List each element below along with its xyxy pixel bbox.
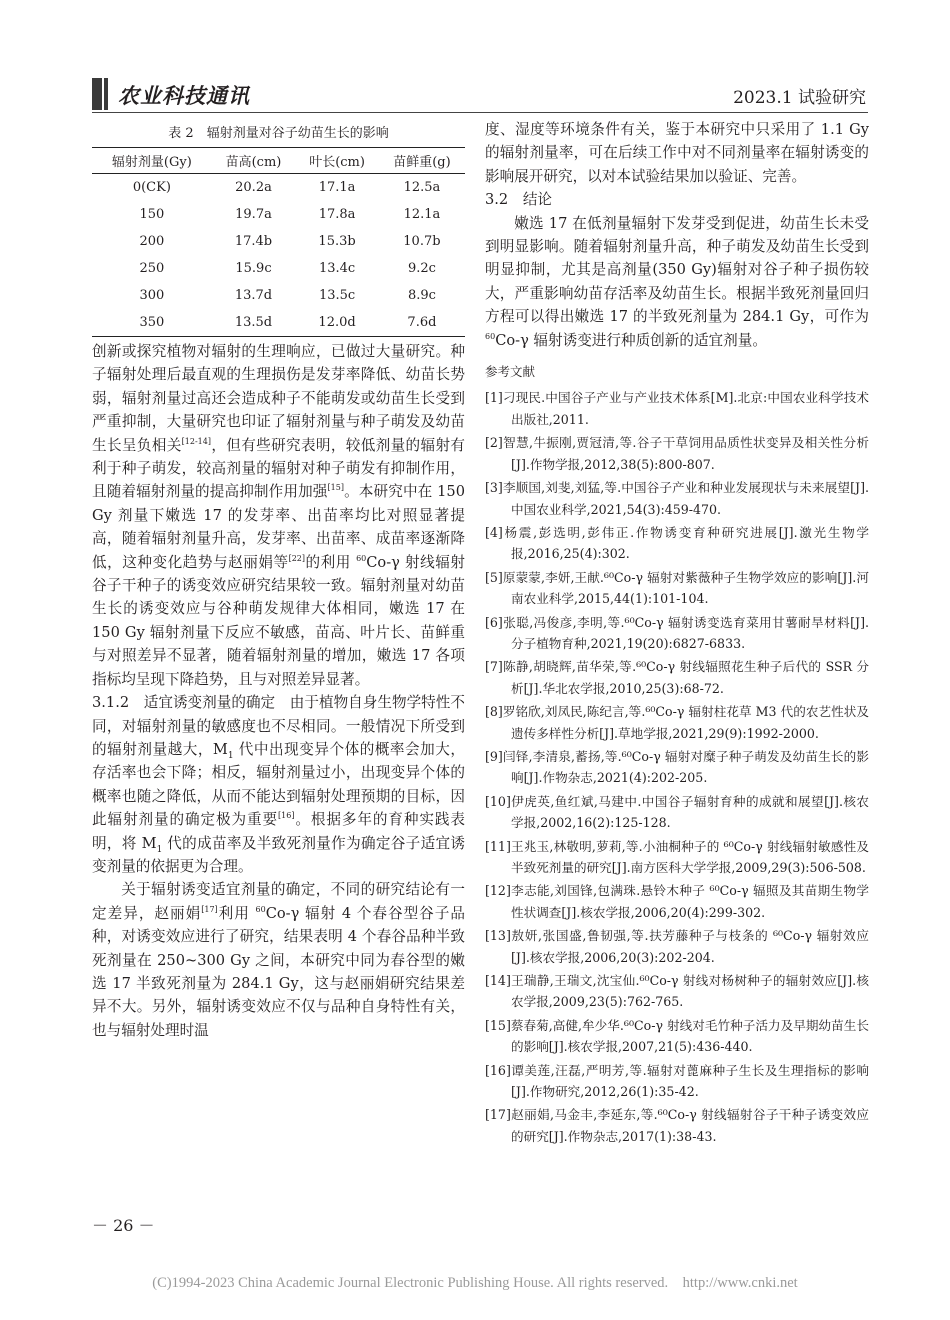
citation: [16] (278, 811, 295, 821)
table-cell: 9.2c (407, 261, 436, 276)
citation: [12-14] (181, 436, 211, 446)
isotope-superscript: 60 (356, 553, 367, 563)
table-cell: 7.6d (379, 309, 465, 337)
table-cell: 15.3b (318, 234, 356, 249)
table-caption: 表 2 辐射剂量对谷子幼苗生长的影响 (168, 126, 389, 141)
table-cell: 12.0d (295, 309, 379, 337)
header-bar-decoration (92, 78, 102, 110)
references-title: 参考文献 (485, 364, 536, 380)
table-cell: 13.4c (318, 261, 356, 276)
reference-item: [5]原蒙蒙,李妍,王献.⁶⁰Co-γ 辐射对紫薇种子生物学效应的影响[J].河南农业科学,2015,44(1):101-104. (485, 569, 869, 607)
reference-item: [13]敖妍,张国盛,鲁韧强,等.扶芳藤种子与枝条的 ⁶⁰Co-γ 辐射效应[J].核农学报,2006,20(3):202-204. (485, 928, 869, 965)
table-cell: 17.8a (318, 207, 356, 222)
dose-growth-table (92, 147, 465, 337)
paragraph: 度、湿度等环境条件有关，鉴于本研究中只采用了 1.1 Gy 的辐射剂量率，可在后续工作中对不同剂量率在辐射诱变的影响展开研究，以对本试验结果加以验证、完善。 (485, 121, 869, 185)
table-header-height: 苗高(cm) (212, 148, 296, 174)
journal-title: 农业科技通讯 (118, 83, 250, 108)
table-cell: 8.9c (407, 288, 436, 303)
reference-item: [7]陈静,胡晓辉,苗华荣,等.⁶⁰Co-γ 射线辐照花生种子后代的 SSR 分析[J].华北农学报,2010,25(3):68-72. (485, 659, 869, 696)
header-rule (92, 112, 868, 113)
table-header-leaf: 叶长(cm) (295, 148, 379, 174)
table-cell: 200 (139, 234, 165, 249)
reference-item: [9]闫铎,李清泉,蓄扬,等.⁶⁰Co-γ 辐射对糜子种子萌发及幼苗生长的影响[J].作物杂志,2021(4):202-205. (485, 748, 869, 786)
left-column (92, 340, 465, 1042)
section-title: 结论 (522, 191, 553, 209)
issue-label: 2023.1 试验研究 (733, 88, 866, 108)
copyright-footer: (C)1994-2023 China Academic Journal Electronic Publishing House. All rights reserved. http://www.cnki.net (152, 1275, 798, 1291)
table-cell: 150 (139, 207, 165, 222)
table-row (92, 228, 465, 255)
table-row (92, 309, 465, 337)
table-cell: 350 (92, 309, 212, 337)
reference-item: [17]赵丽娟,马金丰,李延东,等.⁶⁰Co-γ 射线辐射谷子干种子诱变效应的研究[J].作物杂志,2017(1):38-43. (485, 1107, 869, 1144)
table-cell: 250 (139, 261, 165, 276)
table-row (92, 201, 465, 228)
citation: [17] (201, 904, 218, 914)
table-cell: 15.9c (235, 261, 272, 276)
reference-item: [3]李顺国,刘斐,刘猛,等.中国谷子产业和种业发展现状与未来展望[J].中国农业科学,2021,54(3):459-470. (485, 480, 869, 517)
reference-item: [12]李志能,刘国锋,包满珠.悬铃木种子 ⁶⁰Co-γ 辐照及其苗期生物学性状调查[J].核农学报,2006,20(4):299-302. (485, 883, 869, 920)
citation: [15] (327, 483, 344, 493)
reference-item: [1]刁现民.中国谷子产业与产业技术体系[M].北京:中国农业科学技术出版社,2011. (485, 390, 869, 427)
table-header-weight: 苗鲜重(g) (379, 148, 465, 174)
table-cell: 13.7d (234, 288, 273, 303)
table-cell: 17.1a (318, 180, 356, 195)
table-cell: 17.4b (234, 234, 273, 249)
table-header-dose: 辐射剂量(Gy) (92, 148, 212, 174)
section-3-2-heading (485, 188, 869, 211)
table-row (92, 255, 465, 282)
reference-item: [11]王兆玉,林敬明,萝莉,等.小油桐种子的 ⁶⁰Co-γ 射线辐射敏感性及半致死剂量的研究[J].南方医科大学学报,2009,29(3):506-508. (485, 838, 869, 875)
table-row (92, 174, 465, 202)
header-bar-decoration-thin (104, 78, 108, 110)
reference-item: [10]伊虎英,鱼红斌,马建中.中国谷子辐射育种的成就和展望[J].核农学报,2002,16(2):125-128. (485, 793, 869, 831)
table-cell: 300 (139, 288, 165, 303)
reference-item: [14]王瑞静,王瑞文,沈宝仙.⁶⁰Co-γ 射线对杨树种子的辐射效应[J].核农学报,2009,23(5):762-765. (485, 973, 869, 1010)
paragraph: 创新或探究植物对辐射的生理响应，已做过大量研究。种子辐射处理后最直观的生理损伤是发芽率降低、幼苗长势弱，辐射剂量过高还会造成种子不能萌发或幼苗生长受到严重抑制，大量研究也印证了辐射剂量与种子萌发及幼苗生长呈负相关[12-14]，但有些研究表明，较低剂量的辐射有利于种子萌发，较高剂量的辐射对种子萌发有抑制作用，且随着辐射剂量的提高抑制作用加强[15]。本研究中在 150 Gy 剂量下嫩选 17 的发芽率、出苗率均比对照显著提高，随着辐射剂量升高，发芽率、出苗率、成苗率逐渐降低，这种变化趋势与赵丽娟等[22]的利用 $^{60}$Co-γ 射线辐射谷子干种子的诱变效应研究结果较一致。辐射剂量对幼苗生长的诱变效应与谷种萌发规律大体相同，嫩选 17 在 150 Gy 辐射剂量下反应不敏感，苗高、叶片长、苗鲜重与对照差异不显著，随着辐射剂量的增加，嫩选 17 各项指标均呈现下降趋势，且与对照差异显著。 (92, 343, 465, 688)
page-number: － 26 － (92, 1216, 155, 1235)
citation: [22] (288, 553, 306, 563)
table-cell: 10.7b (403, 234, 441, 249)
right-column (485, 118, 869, 1147)
table-cell: 20.2a (235, 180, 272, 195)
references-list (485, 387, 869, 1147)
section-number: 3.2 (485, 191, 509, 209)
reference-item: [16]谭美莲,汪磊,严明芳,等.辐射对蓖麻种子生长及生理指标的影响[J].作物研究,2012,26(1):35-42. (485, 1062, 869, 1100)
section-3-1-2: 3.1.2 适宜诱变剂量的确定 由于植物自身生物学特性不同，对辐射剂量的敏感度也不尽相同。一般情况下所受到的辐射剂量越大，$M_1$ 代中出现变异个体的概率会加大，存活率也会下降；相反，辐射剂量过小，出现变异个体的概率也随之降低，从而不能达到辐射处理预期的目标，因此辐射剂量的确定极为重要[16]。根据多年的育种实践表明，将 $M_1$ 代的成苗率及半致死剂量作为确定谷子适宜诱变剂量的依据更为合理。 (92, 694, 465, 875)
paragraph: 关于辐射诱变适宜剂量的确定，不同的研究结论有一定差异，赵丽娟[17]利用 $^{60}$Co-γ 辐射 4 个春谷型谷子品种，对诱变效应进行了研究，结果表明 4 个春谷品种半致死剂量在 250~300 Gy 之间，本研究中同为春谷型的嫩选 17 半致死剂量为 284.1 Gy，这与赵丽娟研究结果差异不大。另外，辐射诱变效应不仅与品种自身特性有关，也与辐射处理时温 (92, 881, 465, 1039)
paragraph: 嫩选 17 在低剂量辐射下发芽受到促进，幼苗生长未受到明显影响。随着辐射剂量升高，种子萌发及幼苗生长受到明显抑制，尤其是高剂量(350 Gy)辐射对谷子种子损伤较大，严重影响幼苗存活率及幼苗生长。根据半致死剂量回归方程可以得出嫩选 17 的半致死剂量为 284.1 Gy，可作为 $^{60}$Co-γ 辐射诱变进行种质创新的适宜剂量。 (485, 214, 869, 349)
table-cell: 19.7a (235, 207, 272, 222)
reference-item: [15]蔡春菊,高健,牟少华.⁶⁰Co-γ 射线对毛竹种子活力及早期幼苗生长的影响[J].核农学报,2007,21(5):436-440. (485, 1017, 869, 1055)
reference-item: [4]杨震,彭选明,彭伟正.作物诱变育种研究进展[J].激光生物学报,2016,25(4):302. (485, 524, 869, 562)
table-cell: 12.1a (403, 207, 441, 222)
reference-item: [2]智慧,牛振刚,贾冠清,等.谷子干草饲用品质性状变异及相关性分析[J].作物学报,2012,38(5):800-807. (485, 435, 869, 472)
table-cell: 12.5a (403, 180, 441, 195)
section-title: 适宜诱变剂量的确定 (143, 694, 276, 712)
table-cell: 13.5d (212, 309, 296, 337)
table-cell: 0(CK) (132, 180, 171, 195)
reference-item: [6]张聪,冯俊彦,李明,等.⁶⁰Co-γ 辐射诱变选育菜用甘薯耐旱材料[J].分子植物育种,2021,19(20):6827-6833. (485, 614, 869, 651)
section-number: 3.1.2 (92, 694, 130, 712)
table-row (92, 282, 465, 309)
reference-item: [8]罗铭欣,刘凤民,陈纪言,等.⁶⁰Co-γ 辐射柱花草 M3 代的农艺性状及遗传多样性分析[J].草地学报,2021,29(9):1992-2000. (485, 704, 869, 741)
table-cell: 13.5c (318, 288, 356, 303)
